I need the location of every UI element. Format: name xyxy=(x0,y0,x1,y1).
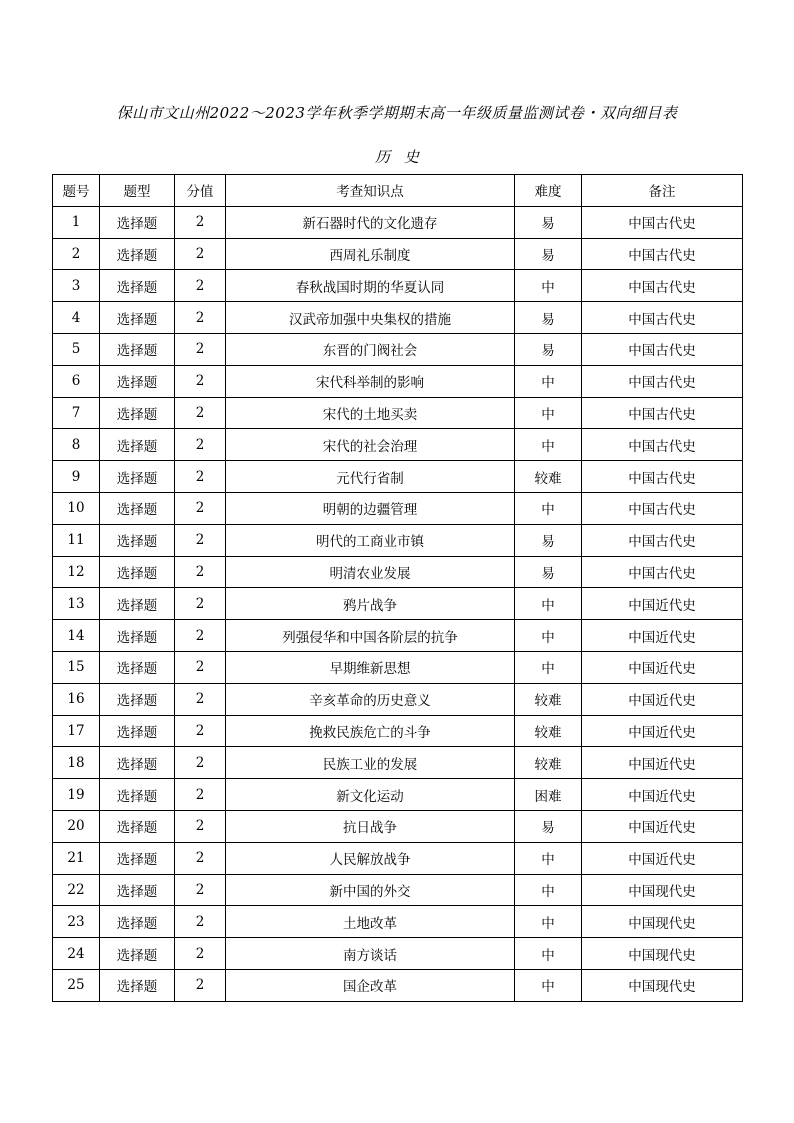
cell-question-no: 14 xyxy=(53,620,100,652)
table-row xyxy=(53,651,743,683)
table-row xyxy=(53,874,743,906)
table-row xyxy=(53,333,743,365)
cell-score: 2 xyxy=(175,397,226,429)
cell-difficulty: 中 xyxy=(515,397,582,429)
cell-difficulty: 易 xyxy=(515,810,582,842)
cell-score: 2 xyxy=(175,556,226,588)
cell-knowledge-point: 明朝的边疆管理 xyxy=(226,492,515,524)
cell-question-no: 1 xyxy=(53,206,100,238)
cell-note: 中国古代史 xyxy=(582,206,743,238)
cell-knowledge-point: 元代行省制 xyxy=(226,461,515,493)
cell-score: 2 xyxy=(175,461,226,493)
cell-question-type: 选择题 xyxy=(100,810,175,842)
cell-question-no: 2 xyxy=(53,238,100,270)
cell-question-no: 12 xyxy=(53,556,100,588)
cell-knowledge-point: 新石器时代的文化遗存 xyxy=(226,206,515,238)
cell-difficulty: 中 xyxy=(515,620,582,652)
cell-difficulty: 易 xyxy=(515,524,582,556)
cell-score: 2 xyxy=(175,206,226,238)
header-question-no: 题号 xyxy=(53,175,100,207)
cell-difficulty: 中 xyxy=(515,429,582,461)
cell-question-type: 选择题 xyxy=(100,683,175,715)
table-row xyxy=(53,588,743,620)
table-row xyxy=(53,238,743,270)
cell-question-no: 4 xyxy=(53,302,100,334)
cell-question-type: 选择题 xyxy=(100,588,175,620)
cell-knowledge-point: 鸦片战争 xyxy=(226,588,515,620)
cell-note: 中国近代史 xyxy=(582,810,743,842)
cell-knowledge-point: 南方谈话 xyxy=(226,938,515,970)
cell-note: 中国近代史 xyxy=(582,651,743,683)
cell-difficulty: 中 xyxy=(515,588,582,620)
cell-score: 2 xyxy=(175,874,226,906)
header-difficulty: 难度 xyxy=(515,175,582,207)
specification-table xyxy=(52,174,743,1002)
cell-difficulty: 中 xyxy=(515,874,582,906)
cell-score: 2 xyxy=(175,620,226,652)
cell-note: 中国古代史 xyxy=(582,429,743,461)
cell-question-type: 选择题 xyxy=(100,969,175,1001)
cell-score: 2 xyxy=(175,938,226,970)
cell-difficulty: 较难 xyxy=(515,683,582,715)
cell-question-no: 9 xyxy=(53,461,100,493)
cell-score: 2 xyxy=(175,365,226,397)
cell-question-no: 5 xyxy=(53,333,100,365)
cell-score: 2 xyxy=(175,651,226,683)
cell-question-no: 21 xyxy=(53,842,100,874)
table-row xyxy=(53,906,743,938)
cell-difficulty: 中 xyxy=(515,969,582,1001)
cell-score: 2 xyxy=(175,779,226,811)
cell-note: 中国现代史 xyxy=(582,969,743,1001)
table-row xyxy=(53,270,743,302)
cell-score: 2 xyxy=(175,747,226,779)
table-row xyxy=(53,429,743,461)
cell-score: 2 xyxy=(175,969,226,1001)
cell-knowledge-point: 汉武帝加强中央集权的措施 xyxy=(226,302,515,334)
cell-question-no: 23 xyxy=(53,906,100,938)
cell-question-type: 选择题 xyxy=(100,333,175,365)
cell-knowledge-point: 春秋战国时期的华夏认同 xyxy=(226,270,515,302)
cell-knowledge-point: 土地改革 xyxy=(226,906,515,938)
cell-score: 2 xyxy=(175,524,226,556)
table-row xyxy=(53,938,743,970)
header-question-type: 题型 xyxy=(100,175,175,207)
cell-note: 中国古代史 xyxy=(582,461,743,493)
cell-difficulty: 中 xyxy=(515,651,582,683)
table-row xyxy=(53,461,743,493)
cell-knowledge-point: 人民解放战争 xyxy=(226,842,515,874)
table-row xyxy=(53,620,743,652)
header-note: 备注 xyxy=(582,175,743,207)
cell-question-type: 选择题 xyxy=(100,779,175,811)
cell-difficulty: 易 xyxy=(515,238,582,270)
table-row xyxy=(53,397,743,429)
cell-knowledge-point: 新文化运动 xyxy=(226,779,515,811)
cell-note: 中国古代史 xyxy=(582,524,743,556)
cell-question-type: 选择题 xyxy=(100,874,175,906)
cell-note: 中国现代史 xyxy=(582,906,743,938)
cell-question-no: 20 xyxy=(53,810,100,842)
cell-question-no: 25 xyxy=(53,969,100,1001)
cell-question-no: 10 xyxy=(53,492,100,524)
cell-note: 中国古代史 xyxy=(582,397,743,429)
cell-note: 中国近代史 xyxy=(582,842,743,874)
cell-question-no: 22 xyxy=(53,874,100,906)
cell-knowledge-point: 早期维新思想 xyxy=(226,651,515,683)
cell-question-no: 15 xyxy=(53,651,100,683)
cell-question-type: 选择题 xyxy=(100,715,175,747)
cell-difficulty: 中 xyxy=(515,906,582,938)
cell-difficulty: 易 xyxy=(515,206,582,238)
cell-score: 2 xyxy=(175,492,226,524)
cell-score: 2 xyxy=(175,906,226,938)
table-row xyxy=(53,969,743,1001)
table-row xyxy=(53,810,743,842)
cell-knowledge-point: 宋代的土地买卖 xyxy=(226,397,515,429)
cell-question-type: 选择题 xyxy=(100,461,175,493)
table-row xyxy=(53,779,743,811)
cell-difficulty: 易 xyxy=(515,333,582,365)
cell-question-type: 选择题 xyxy=(100,842,175,874)
cell-difficulty: 易 xyxy=(515,302,582,334)
cell-question-type: 选择题 xyxy=(100,429,175,461)
cell-note: 中国现代史 xyxy=(582,938,743,970)
cell-question-no: 17 xyxy=(53,715,100,747)
cell-question-type: 选择题 xyxy=(100,651,175,683)
table-row xyxy=(53,747,743,779)
header-score: 分值 xyxy=(175,175,226,207)
cell-score: 2 xyxy=(175,238,226,270)
table-row xyxy=(53,492,743,524)
cell-knowledge-point: 新中国的外交 xyxy=(226,874,515,906)
cell-question-type: 选择题 xyxy=(100,206,175,238)
cell-question-type: 选择题 xyxy=(100,270,175,302)
cell-score: 2 xyxy=(175,715,226,747)
cell-knowledge-point: 西周礼乐制度 xyxy=(226,238,515,270)
cell-question-type: 选择题 xyxy=(100,302,175,334)
cell-question-no: 16 xyxy=(53,683,100,715)
cell-difficulty: 较难 xyxy=(515,747,582,779)
cell-question-type: 选择题 xyxy=(100,747,175,779)
cell-difficulty: 中 xyxy=(515,938,582,970)
header-knowledge-point: 考查知识点 xyxy=(226,175,515,207)
cell-difficulty: 中 xyxy=(515,365,582,397)
table-body xyxy=(53,206,743,1001)
cell-note: 中国现代史 xyxy=(582,874,743,906)
cell-difficulty: 中 xyxy=(515,270,582,302)
cell-note: 中国古代史 xyxy=(582,238,743,270)
cell-note: 中国近代史 xyxy=(582,620,743,652)
cell-note: 中国近代史 xyxy=(582,588,743,620)
cell-score: 2 xyxy=(175,588,226,620)
table-row xyxy=(53,302,743,334)
table-row xyxy=(53,715,743,747)
cell-knowledge-point: 辛亥革命的历史意义 xyxy=(226,683,515,715)
cell-difficulty: 中 xyxy=(515,492,582,524)
cell-question-type: 选择题 xyxy=(100,906,175,938)
cell-difficulty: 较难 xyxy=(515,461,582,493)
cell-note: 中国古代史 xyxy=(582,492,743,524)
cell-score: 2 xyxy=(175,302,226,334)
cell-knowledge-point: 民族工业的发展 xyxy=(226,747,515,779)
table-header-row xyxy=(53,175,743,207)
cell-question-type: 选择题 xyxy=(100,397,175,429)
cell-score: 2 xyxy=(175,810,226,842)
cell-question-no: 11 xyxy=(53,524,100,556)
cell-question-no: 3 xyxy=(53,270,100,302)
cell-knowledge-point: 宋代的社会治理 xyxy=(226,429,515,461)
cell-knowledge-point: 明代的工商业市镇 xyxy=(226,524,515,556)
cell-note: 中国古代史 xyxy=(582,270,743,302)
cell-question-no: 6 xyxy=(53,365,100,397)
cell-note: 中国古代史 xyxy=(582,302,743,334)
table-row xyxy=(53,365,743,397)
cell-question-no: 13 xyxy=(53,588,100,620)
cell-note: 中国近代史 xyxy=(582,715,743,747)
cell-score: 2 xyxy=(175,683,226,715)
cell-score: 2 xyxy=(175,429,226,461)
cell-knowledge-point: 挽救民族危亡的斗争 xyxy=(226,715,515,747)
cell-knowledge-point: 国企改革 xyxy=(226,969,515,1001)
table-row xyxy=(53,842,743,874)
table-row xyxy=(53,683,743,715)
cell-knowledge-point: 明清农业发展 xyxy=(226,556,515,588)
cell-difficulty: 中 xyxy=(515,842,582,874)
cell-score: 2 xyxy=(175,333,226,365)
cell-knowledge-point: 列强侵华和中国各阶层的抗争 xyxy=(226,620,515,652)
cell-question-no: 8 xyxy=(53,429,100,461)
cell-note: 中国近代史 xyxy=(582,779,743,811)
cell-question-type: 选择题 xyxy=(100,938,175,970)
cell-question-type: 选择题 xyxy=(100,556,175,588)
cell-note: 中国近代史 xyxy=(582,747,743,779)
cell-question-no: 19 xyxy=(53,779,100,811)
table-row xyxy=(53,556,743,588)
cell-question-no: 24 xyxy=(53,938,100,970)
cell-note: 中国古代史 xyxy=(582,556,743,588)
cell-note: 中国古代史 xyxy=(582,365,743,397)
subject-heading: 历史 xyxy=(374,148,433,166)
cell-knowledge-point: 东晋的门阀社会 xyxy=(226,333,515,365)
cell-score: 2 xyxy=(175,270,226,302)
cell-question-type: 选择题 xyxy=(100,365,175,397)
cell-difficulty: 困难 xyxy=(515,779,582,811)
cell-question-type: 选择题 xyxy=(100,524,175,556)
cell-question-no: 18 xyxy=(53,747,100,779)
cell-question-type: 选择题 xyxy=(100,492,175,524)
cell-score: 2 xyxy=(175,842,226,874)
cell-difficulty: 易 xyxy=(515,556,582,588)
document-title: 保山市文山州2022～2023学年秋季学期期末高一年级质量监测试卷・双向细目表 xyxy=(116,104,678,122)
table-row xyxy=(53,206,743,238)
cell-question-type: 选择题 xyxy=(100,238,175,270)
table-row xyxy=(53,524,743,556)
cell-question-no: 7 xyxy=(53,397,100,429)
cell-question-type: 选择题 xyxy=(100,620,175,652)
cell-difficulty: 较难 xyxy=(515,715,582,747)
cell-note: 中国近代史 xyxy=(582,683,743,715)
cell-note: 中国古代史 xyxy=(582,333,743,365)
cell-knowledge-point: 抗日战争 xyxy=(226,810,515,842)
cell-knowledge-point: 宋代科举制的影响 xyxy=(226,365,515,397)
